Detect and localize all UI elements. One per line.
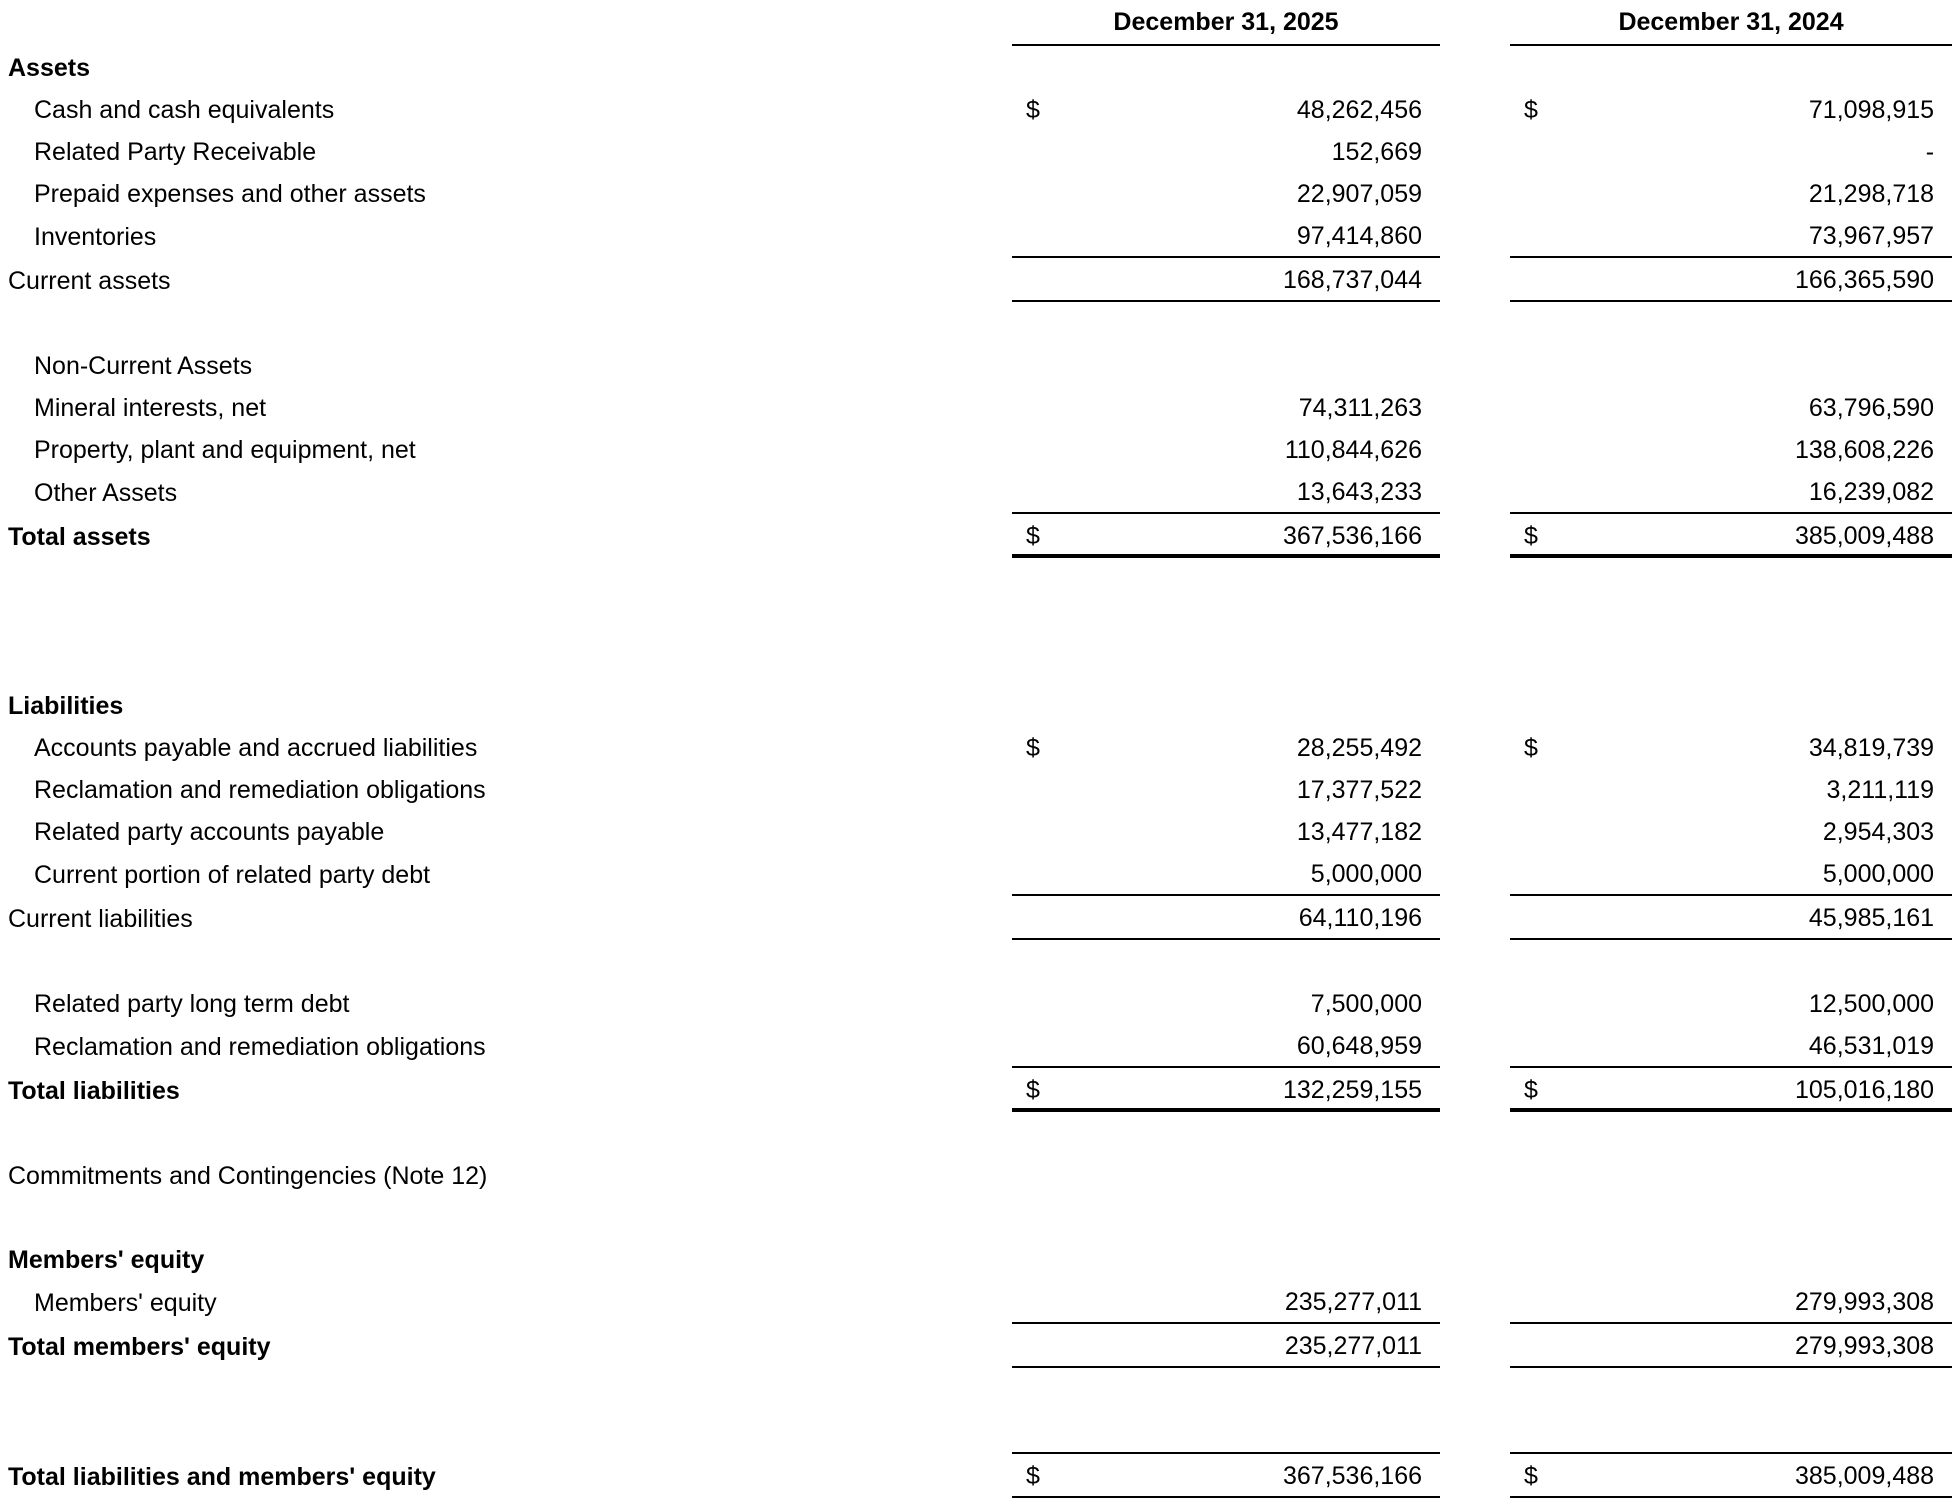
row-value-current-portion-related-party-debt-2024: 5,000,000 [1548, 852, 1952, 895]
row-label-current-portion-related-party-debt: Current portion of related party debt [34, 861, 431, 889]
section-title-assets-row [0, 45, 1952, 88]
row-label-total-liabilities: Total liabilities [8, 1077, 180, 1105]
row-value-total-liabilities-and-equity-2024: 385,009,488 [1548, 1453, 1952, 1497]
row-value-inventories-2025: 97,414,860 [1050, 214, 1440, 257]
total-row-total-members-equity [0, 1323, 1952, 1367]
row-label-total-liabilities-and-members-equity: Total liabilities and members' equity [8, 1463, 436, 1491]
row-label-related-party-accounts-payable: Related party accounts payable [34, 818, 385, 846]
table-row [0, 386, 1952, 428]
row-value-related-party-receivable-2025: 152,669 [1331, 138, 1423, 166]
row-value-related-party-long-term-debt-2025: 7,500,000 [1310, 990, 1423, 1018]
table-row [0, 470, 1952, 513]
table-header-row [0, 0, 1952, 45]
currency-symbol: $ [1012, 1453, 1050, 1497]
table-row [0, 726, 1952, 768]
currency-symbol: $ [1524, 734, 1538, 762]
row-value-accounts-payable-2025: 28,255,492 [1296, 734, 1423, 762]
spacer-row [0, 301, 1952, 344]
total-row-total-liabilities-and-members-equity [0, 1453, 1952, 1497]
table-row [0, 130, 1952, 172]
row-label-inventories: Inventories [34, 223, 157, 251]
commitments-row [0, 1154, 1952, 1196]
row-label-reclamation-current: Reclamation and remediation obligations [34, 776, 486, 804]
subtotal-row-current-liabilities [0, 895, 1952, 939]
row-value-reclamation-current-2025: 17,377,522 [1296, 776, 1423, 804]
row-label-prepaid-expenses: Prepaid expenses and other assets [34, 180, 426, 208]
row-value-reclamation-longterm-2025: 60,648,959 [1050, 1024, 1440, 1067]
row-value-total-liabilities-2024: 105,016,180 [1548, 1067, 1952, 1111]
row-value-current-portion-related-party-debt-2025: 5,000,000 [1050, 852, 1440, 895]
currency-symbol: $ [1026, 96, 1040, 124]
row-value-total-members-equity-2025: 235,277,011 [1050, 1323, 1440, 1367]
row-label-related-party-long-term-debt: Related party long term debt [34, 990, 350, 1018]
row-value-total-members-equity-2024: 279,993,308 [1548, 1323, 1952, 1367]
section-title-assets: Assets [8, 54, 90, 82]
row-value-reclamation-current-2024: 3,211,119 [1826, 776, 1935, 804]
row-value-reclamation-longterm-2024: 46,531,019 [1548, 1024, 1952, 1067]
row-label-commitments-contingencies: Commitments and Contingencies (Note 12) [8, 1162, 488, 1190]
row-label-property-plant-equipment: Property, plant and equipment, net [34, 436, 416, 464]
row-value-other-assets-2025: 13,643,233 [1050, 470, 1440, 513]
row-value-current-liabilities-2025: 64,110,196 [1050, 895, 1440, 939]
currency-symbol: $ [1012, 513, 1050, 557]
row-value-cash-2024: 71,098,915 [1808, 96, 1935, 124]
spacer-row [0, 939, 1952, 982]
table-row [0, 1024, 1952, 1067]
row-label-mineral-interests: Mineral interests, net [34, 394, 267, 422]
table-row [0, 88, 1952, 130]
row-value-members-equity-2025: 235,277,011 [1050, 1280, 1440, 1323]
spacer-row [0, 1196, 1952, 1238]
section-title-liabilities-row [0, 684, 1952, 726]
row-value-total-assets-2025: 367,536,166 [1050, 513, 1440, 557]
row-value-mineral-interests-2024: 63,796,590 [1808, 394, 1935, 422]
currency-symbol: $ [1524, 96, 1538, 124]
row-value-accounts-payable-2024: 34,819,739 [1808, 734, 1935, 762]
spacer-row [0, 1111, 1952, 1154]
section-title-members-equity: Members' equity [8, 1246, 205, 1274]
row-value-members-equity-2024: 279,993,308 [1548, 1280, 1952, 1323]
table-row [0, 852, 1952, 895]
subtotal-row-current-assets [0, 257, 1952, 301]
spacer-row [0, 557, 1952, 600]
section-title-liabilities: Liabilities [8, 692, 124, 720]
currency-symbol: $ [1026, 734, 1040, 762]
row-label-cash: Cash and cash equivalents [34, 96, 335, 124]
row-label-current-assets: Current assets [8, 267, 171, 295]
currency-symbol: $ [1012, 1067, 1050, 1111]
row-label-related-party-receivable: Related Party Receivable [34, 138, 317, 166]
subsection-title-noncurrent-assets-row [0, 344, 1952, 386]
table-row [0, 810, 1952, 852]
row-value-total-liabilities-and-equity-2025: 367,536,166 [1050, 1453, 1440, 1497]
table-row [0, 172, 1952, 214]
header-period-1: December 31, 2025 [1012, 0, 1440, 45]
header-period-2: December 31, 2024 [1510, 0, 1952, 45]
currency-symbol: $ [1510, 1067, 1548, 1111]
row-value-cash-2025: 48,262,456 [1296, 96, 1423, 124]
table-row [0, 982, 1952, 1024]
row-value-property-plant-equipment-2024: 138,608,226 [1795, 436, 1935, 464]
subsection-title-noncurrent-assets: Non-Current Assets [34, 352, 253, 380]
row-value-mineral-interests-2025: 74,311,263 [1298, 394, 1423, 422]
row-label-reclamation-longterm: Reclamation and remediation obligations [34, 1033, 486, 1061]
row-value-prepaid-expenses-2025: 22,907,059 [1296, 180, 1423, 208]
row-value-total-liabilities-2025: 132,259,155 [1050, 1067, 1440, 1111]
row-label-total-members-equity: Total members' equity [8, 1333, 271, 1361]
row-value-current-assets-2025: 168,737,044 [1050, 257, 1440, 301]
row-value-other-assets-2024: 16,239,082 [1548, 470, 1952, 513]
pre-footer-rule-row [0, 1410, 1952, 1453]
total-row-total-liabilities [0, 1067, 1952, 1111]
header-gap [1440, 0, 1510, 45]
table-row [0, 428, 1952, 470]
currency-symbol: $ [1510, 513, 1548, 557]
currency-symbol: $ [1510, 1453, 1548, 1497]
row-label-accounts-payable: Accounts payable and accrued liabilities [34, 734, 478, 762]
row-label-current-liabilities: Current liabilities [8, 905, 193, 933]
row-label-total-assets: Total assets [8, 523, 151, 551]
row-label-members-equity: Members' equity [34, 1289, 217, 1317]
row-value-current-liabilities-2024: 45,985,161 [1548, 895, 1952, 939]
section-title-members-equity-row [0, 1238, 1952, 1280]
row-label-other-assets: Other Assets [34, 479, 178, 507]
row-value-total-assets-2024: 385,009,488 [1548, 513, 1952, 557]
table-row [0, 214, 1952, 257]
table-row [0, 768, 1952, 810]
spacer-row [0, 1367, 1952, 1410]
row-value-prepaid-expenses-2024: 21,298,718 [1808, 180, 1935, 208]
header-label-blank [0, 0, 1012, 45]
row-value-related-party-accounts-payable-2025: 13,477,182 [1296, 818, 1423, 846]
row-value-property-plant-equipment-2025: 110,844,626 [1284, 436, 1423, 464]
row-value-current-assets-2024: 166,365,590 [1548, 257, 1952, 301]
row-value-inventories-2024: 73,967,957 [1548, 214, 1952, 257]
spacer-row [0, 600, 1952, 642]
spacer-row [0, 642, 1952, 684]
row-value-related-party-long-term-debt-2024: 12,500,000 [1808, 990, 1935, 1018]
row-value-related-party-receivable-2024: - [1925, 138, 1935, 166]
row-value-related-party-accounts-payable-2024: 2,954,303 [1822, 818, 1935, 846]
total-row-total-assets [0, 513, 1952, 557]
table-row [0, 1280, 1952, 1323]
